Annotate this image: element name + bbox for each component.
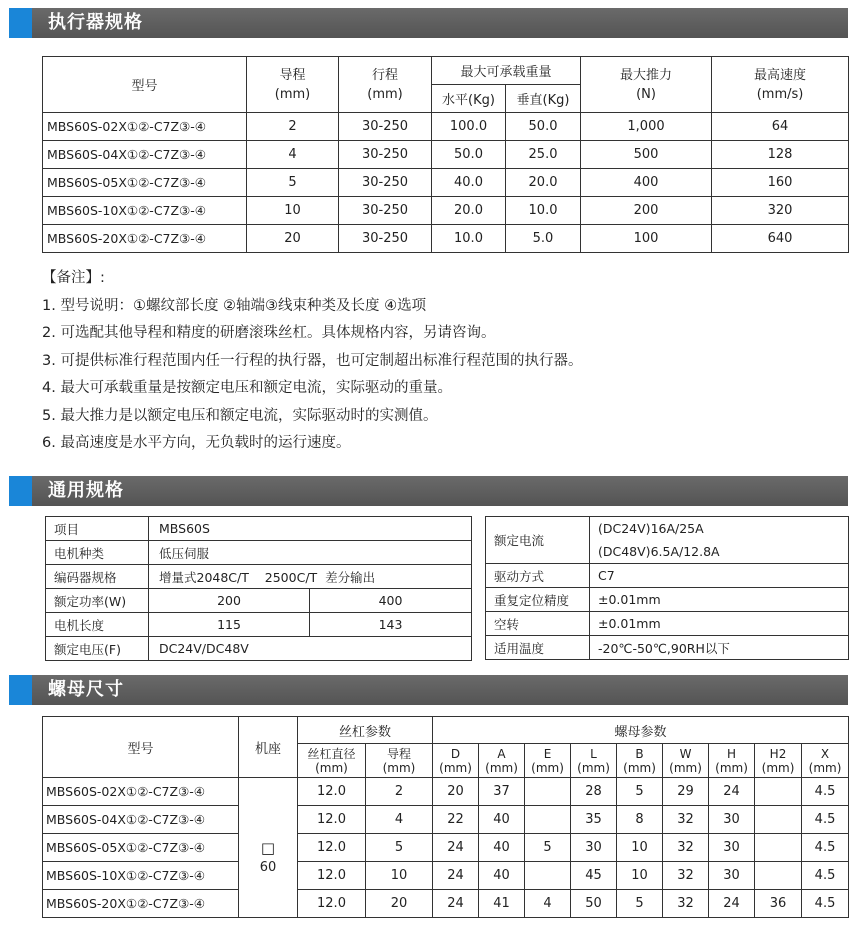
cell-e	[525, 806, 571, 834]
nut-header-col-w: W (mm)	[663, 744, 709, 778]
cell-l: 30	[571, 834, 617, 862]
actuator-row	[43, 197, 849, 225]
cell-lead: 4	[247, 141, 339, 169]
cell-d: 24	[433, 834, 479, 862]
label-rated-voltage: 额定电压(F)	[46, 637, 149, 661]
nut-header-col-b: B (mm)	[617, 744, 663, 778]
cell-w: 29	[663, 778, 709, 806]
nut-header-screw-params: 丝杠参数	[298, 717, 433, 744]
cell-x: 4.5	[802, 834, 849, 862]
cell-stroke: 30-250	[339, 225, 432, 253]
section-banner-general	[9, 476, 848, 506]
cell-d: 22	[433, 806, 479, 834]
nut-row	[43, 862, 849, 890]
cell-x: 4.5	[802, 806, 849, 834]
section-banner-actuator	[9, 8, 848, 38]
nut-dimension-table	[42, 716, 849, 918]
cell-horizontal: 20.0	[432, 197, 506, 225]
cell-model: MBS60S-10X①②-C7Z③-④	[43, 862, 239, 890]
cell-b: 8	[617, 806, 663, 834]
cell-d: 24	[433, 890, 479, 918]
section-title-general: 通用规格	[48, 480, 124, 501]
header-max-speed: 最高速度 (mm/s)	[712, 57, 849, 113]
cell-screw-dia: 12.0	[298, 890, 366, 918]
banner-accent	[9, 8, 32, 38]
note-item: 5. 最大推力是以额定电压和额定电流，实际驱动时的实测值。	[42, 407, 438, 424]
cell-thrust: 100	[581, 225, 712, 253]
cell-h2: 36	[755, 890, 802, 918]
general-spec-left-table	[45, 516, 472, 661]
note-item: 2. 可选配其他导程和精度的研磨滚珠丝杠。具体规格内容，另请咨询。	[42, 325, 496, 341]
label-motor-type: 电机种类	[46, 541, 149, 565]
cell-thrust: 200	[581, 197, 712, 225]
cell-model: MBS60S-05X①②-C7Z③-④	[43, 169, 247, 197]
value-item: MBS60S	[149, 517, 472, 541]
header-stroke: 行程 (mm)	[339, 57, 432, 113]
cell-model: MBS60S-02X①②-C7Z③-④	[43, 778, 239, 806]
cell-b: 10	[617, 862, 663, 890]
cell-lead: 5	[247, 169, 339, 197]
header-vertical: 垂直(Kg)	[506, 85, 581, 113]
note-item: 3. 可提供标准行程范围内任一行程的执行器，也可定制超出标准行程范围的执行器。	[42, 352, 583, 369]
cell-model: MBS60S-04X①②-C7Z③-④	[43, 141, 247, 169]
label-rated-current: 额定电流	[486, 517, 590, 564]
cell-model: MBS60S-05X①②-C7Z③-④	[43, 834, 239, 862]
cell-h: 30	[709, 862, 755, 890]
cell-stroke: 30-250	[339, 169, 432, 197]
cell-base	[239, 778, 298, 918]
value-backlash: ±0.01mm	[590, 612, 849, 636]
nut-header-col-l: L (mm)	[571, 744, 617, 778]
base-size: 60	[259, 859, 277, 875]
cell-model: MBS60S-20X①②-C7Z③-④	[43, 225, 247, 253]
cell-lead: 2	[366, 778, 433, 806]
header-max-load: 最大可承载重量	[432, 57, 581, 85]
cell-model: MBS60S-10X①②-C7Z③-④	[43, 197, 247, 225]
cell-e	[525, 862, 571, 890]
cell-h: 24	[709, 890, 755, 918]
value-power-b: 400	[310, 589, 472, 613]
cell-w: 32	[663, 806, 709, 834]
actuator-spec-table	[42, 56, 849, 253]
nut-header-lead: 导程 (mm)	[366, 744, 433, 778]
cell-a: 41	[479, 890, 525, 918]
label-motor-length: 电机长度	[46, 613, 149, 637]
value-repeat-accuracy: ±0.01mm	[590, 588, 849, 612]
cell-vertical: 10.0	[506, 197, 581, 225]
cell-thrust: 400	[581, 169, 712, 197]
note-item: 6. 最高速度是水平方向，无负载时的运行速度。	[42, 435, 351, 451]
cell-l: 35	[571, 806, 617, 834]
header-max-thrust: 最大推力 (N)	[581, 57, 712, 113]
cell-h2	[755, 806, 802, 834]
cell-horizontal: 10.0	[432, 225, 506, 253]
cell-screw-dia: 12.0	[298, 834, 366, 862]
cell-b: 5	[617, 778, 663, 806]
cell-lead: 5	[366, 834, 433, 862]
cell-l: 45	[571, 862, 617, 890]
cell-model: MBS60S-02X①②-C7Z③-④	[43, 113, 247, 141]
cell-w: 32	[663, 862, 709, 890]
cell-x: 4.5	[802, 778, 849, 806]
cell-stroke: 30-250	[339, 113, 432, 141]
cell-d: 24	[433, 862, 479, 890]
label-encoder: 编码器规格	[46, 565, 149, 589]
cell-h2	[755, 862, 802, 890]
cell-stroke: 30-250	[339, 197, 432, 225]
cell-vertical: 5.0	[506, 225, 581, 253]
section-banner-nut	[9, 675, 848, 705]
cell-x: 4.5	[802, 890, 849, 918]
nut-header-col-d: D (mm)	[433, 744, 479, 778]
section-title-actuator: 执行器规格	[48, 12, 143, 33]
notes-block	[42, 265, 582, 458]
cell-x: 4.5	[802, 862, 849, 890]
cell-vertical: 25.0	[506, 141, 581, 169]
cell-l: 50	[571, 890, 617, 918]
cell-model: MBS60S-20X①②-C7Z③-④	[43, 890, 239, 918]
cell-lead: 20	[366, 890, 433, 918]
cell-h: 30	[709, 834, 755, 862]
value-motor-length-a: 115	[149, 613, 310, 637]
cell-b: 10	[617, 834, 663, 862]
actuator-row	[43, 225, 849, 253]
header-lead: 导程 (mm)	[247, 57, 339, 113]
actuator-row	[43, 169, 849, 197]
nut-header-nut-params: 螺母参数	[433, 717, 849, 744]
cell-h2	[755, 834, 802, 862]
cell-e: 5	[525, 834, 571, 862]
cell-screw-dia: 12.0	[298, 862, 366, 890]
cell-w: 32	[663, 834, 709, 862]
nut-header-col-a: A (mm)	[479, 744, 525, 778]
cell-l: 28	[571, 778, 617, 806]
cell-horizontal: 50.0	[432, 141, 506, 169]
cell-speed: 160	[712, 169, 849, 197]
cell-h: 24	[709, 778, 755, 806]
base-square-icon: □	[260, 838, 276, 857]
cell-speed: 128	[712, 141, 849, 169]
actuator-row	[43, 141, 849, 169]
notes-title: 【备注】:	[42, 270, 105, 286]
note-item: 4. 最大可承载重量是按额定电压和额定电流，实际驱动的重量。	[42, 380, 452, 396]
value-drive-mode: C7	[590, 564, 849, 588]
cell-speed: 320	[712, 197, 849, 225]
nut-header-col-h: H (mm)	[709, 744, 755, 778]
label-repeat-accuracy: 重复定位精度	[486, 588, 590, 612]
nut-header-col-x: X (mm)	[802, 744, 849, 778]
actuator-row	[43, 113, 849, 141]
note-item: 1. 型号说明：①螺纹部长度 ②轴端③线束种类及长度 ④选项	[42, 297, 427, 314]
cell-vertical: 50.0	[506, 113, 581, 141]
nut-header-model: 型号	[43, 717, 239, 778]
cell-h2	[755, 778, 802, 806]
cell-lead: 20	[247, 225, 339, 253]
cell-d: 20	[433, 778, 479, 806]
nut-row	[43, 834, 849, 862]
cell-thrust: 1,000	[581, 113, 712, 141]
cell-a: 37	[479, 778, 525, 806]
cell-lead: 10	[366, 862, 433, 890]
nut-row	[43, 890, 849, 918]
label-item: 项目	[46, 517, 149, 541]
cell-h: 30	[709, 806, 755, 834]
label-temperature: 适用温度	[486, 636, 590, 660]
nut-header-col-e: E (mm)	[525, 744, 571, 778]
cell-b: 5	[617, 890, 663, 918]
cell-speed: 64	[712, 113, 849, 141]
cell-vertical: 20.0	[506, 169, 581, 197]
value-rated-voltage: DC24V/DC48V	[149, 637, 472, 661]
value-motor-length-b: 143	[310, 613, 472, 637]
nut-header-col-h2: H2 (mm)	[755, 744, 802, 778]
cell-lead: 4	[366, 806, 433, 834]
general-spec-right-table	[485, 516, 849, 660]
cell-screw-dia: 12.0	[298, 778, 366, 806]
cell-e: 4	[525, 890, 571, 918]
header-horizontal: 水平(Kg)	[432, 85, 506, 113]
section-title-nut: 螺母尺寸	[48, 679, 124, 700]
nut-row	[43, 806, 849, 834]
value-power-a: 200	[149, 589, 310, 613]
cell-horizontal: 40.0	[432, 169, 506, 197]
value-current-a: (DC24V)16A/25A	[590, 517, 849, 541]
value-encoder: 增量式2048C/T 2500C/T 差分输出	[149, 565, 472, 589]
cell-a: 40	[479, 806, 525, 834]
header-model: 型号	[43, 57, 247, 113]
cell-stroke: 30-250	[339, 141, 432, 169]
cell-thrust: 500	[581, 141, 712, 169]
cell-lead: 2	[247, 113, 339, 141]
nut-header-base: 机座	[239, 717, 298, 778]
cell-a: 40	[479, 862, 525, 890]
label-backlash: 空转	[486, 612, 590, 636]
nut-header-screw-dia: 丝杠直径 (mm)	[298, 744, 366, 778]
label-rated-power: 额定功率(W)	[46, 589, 149, 613]
cell-lead: 10	[247, 197, 339, 225]
cell-w: 32	[663, 890, 709, 918]
banner-accent	[9, 476, 32, 506]
cell-screw-dia: 12.0	[298, 806, 366, 834]
value-motor-type: 低压伺服	[149, 541, 472, 565]
cell-speed: 640	[712, 225, 849, 253]
cell-a: 40	[479, 834, 525, 862]
nut-row	[43, 778, 849, 806]
value-current-b: (DC48V)6.5A/12.8A	[590, 540, 849, 564]
cell-model: MBS60S-04X①②-C7Z③-④	[43, 806, 239, 834]
cell-horizontal: 100.0	[432, 113, 506, 141]
cell-e	[525, 778, 571, 806]
value-temperature: -20℃-50℃,90RH以下	[590, 636, 849, 660]
banner-accent	[9, 675, 32, 705]
label-drive-mode: 驱动方式	[486, 564, 590, 588]
